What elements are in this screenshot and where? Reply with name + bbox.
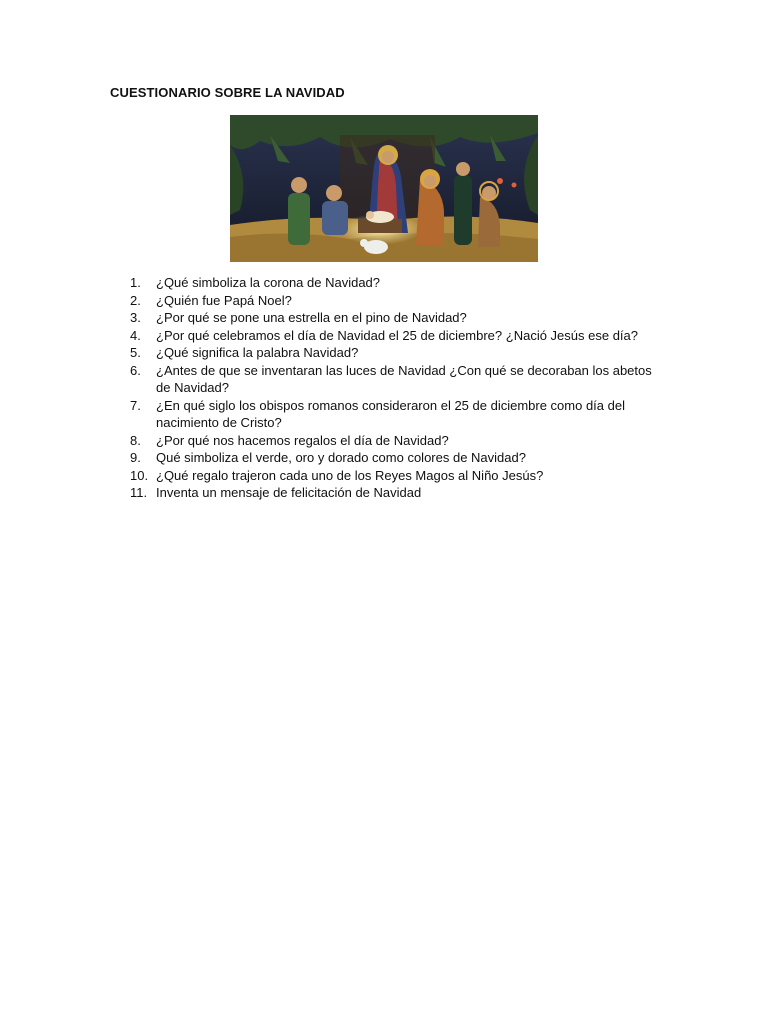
question-number: 9. xyxy=(130,450,141,465)
question-text: ¿Por qué celebramos el día de Navidad el 25 de diciembre? ¿Nació Jesús ese día? xyxy=(156,327,638,343)
question-text: ¿Qué simboliza la corona de Navidad? xyxy=(156,275,381,290)
list-item xyxy=(130,467,660,485)
question-text: ¿Qué significa la palabra Navidad? xyxy=(156,345,359,360)
question-text: ¿Antes de que se inventaran las luces de Navidad ¿Con qué se decoraban los abetos de Navidad? xyxy=(156,362,652,395)
list-item xyxy=(130,327,660,345)
question-number: 1. xyxy=(130,275,141,290)
question-text: Qué simboliza el verde, oro y dorado como colores de Navidad? xyxy=(156,450,526,465)
list-item xyxy=(130,274,660,292)
list-item xyxy=(130,397,660,432)
nativity-scene-illustration xyxy=(230,115,538,262)
question-number: 3. xyxy=(130,310,141,325)
question-list xyxy=(130,274,660,502)
list-item xyxy=(130,309,660,327)
question-number: 10. xyxy=(130,467,149,483)
document-title: CUESTIONARIO SOBRE LA NAVIDAD xyxy=(110,85,345,100)
list-item xyxy=(130,432,660,450)
question-number: 5. xyxy=(130,345,141,360)
question-text: ¿En qué siglo los obispos romanos consideraron el 25 de diciembre como día del nacimiento de Cristo? xyxy=(156,397,625,430)
question-text: ¿Por qué nos hacemos regalos el día de Navidad? xyxy=(156,432,449,448)
question-text: ¿Por qué se pone una estrella en el pino de Navidad? xyxy=(156,310,467,325)
question-number: 6. xyxy=(130,362,141,378)
question-number: 8. xyxy=(130,432,141,448)
list-item xyxy=(130,484,660,502)
question-text: ¿Quién fue Papá Noel? xyxy=(156,292,292,308)
question-number: 11. xyxy=(130,485,148,500)
question-number: 2. xyxy=(130,292,141,308)
list-item xyxy=(130,344,660,362)
nativity-scene-image xyxy=(230,115,538,262)
list-item xyxy=(130,449,660,467)
list-item xyxy=(130,292,660,310)
question-number: 7. xyxy=(130,397,141,413)
question-number: 4. xyxy=(130,327,141,343)
question-text: ¿Qué regalo trajeron cada uno de los Reyes Magos al Niño Jesús? xyxy=(156,467,544,483)
list-item xyxy=(130,362,660,397)
question-text: Inventa un mensaje de felicitación de Navidad xyxy=(156,485,422,500)
